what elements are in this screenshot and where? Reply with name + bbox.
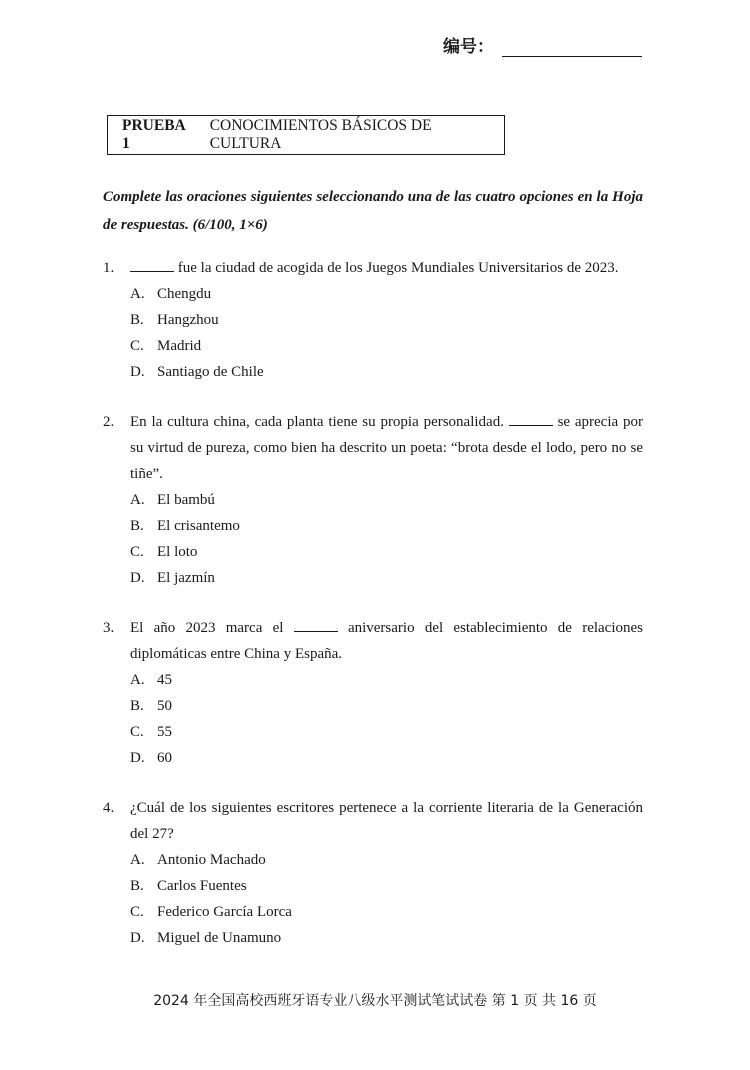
option-c: C. Madrid	[130, 338, 202, 354]
serial-blank-line	[502, 42, 642, 57]
option-a: A. Chengdu	[130, 286, 212, 302]
section-heading	[107, 115, 505, 155]
question-2	[103, 409, 643, 591]
section-number: PRUEBA 1	[122, 117, 185, 152]
question-text: fue la ciudad de acogida de los Juegos Mundiales Universitarios de 2023.	[130, 255, 643, 281]
option-b: B. El crisantemo	[130, 518, 240, 534]
option-c: C. El loto	[130, 544, 198, 560]
option-d: D. 60	[130, 750, 172, 766]
option-d: D. El jazmín	[130, 570, 215, 586]
answer-blank	[294, 617, 338, 632]
option-c: C. Federico García Lorca	[130, 904, 292, 920]
option-c: C. 55	[130, 724, 172, 740]
question-4	[103, 795, 643, 951]
page-footer: 2024 年全国高校西班牙语专业八级水平测试笔试试卷 第 1 页 共 16 页	[153, 993, 597, 1009]
question-number: 1.	[103, 260, 115, 276]
answer-blank	[130, 257, 174, 272]
option-a: A. Antonio Machado	[130, 852, 266, 868]
question-number: 3.	[103, 620, 115, 636]
answer-blank	[509, 411, 553, 426]
option-list	[130, 487, 643, 591]
option-b: B. Hangzhou	[130, 312, 219, 328]
option-b: B. Carlos Fuentes	[130, 878, 247, 894]
option-list	[130, 281, 643, 385]
option-list	[130, 667, 643, 771]
option-d: D. Miguel de Unamuno	[130, 930, 282, 946]
question-text: En la cultura china, cada planta tiene su propia personalidad. se aprecia por su virtud de pureza, como bien ha descrito un poeta: “brota desde el lodo, pero no se tiñe”.	[130, 409, 643, 487]
question-3	[103, 615, 643, 771]
question-number: 2.	[103, 414, 115, 430]
question-text: El año 2023 marca el aniversario del establecimiento de relaciones diplomáticas entre China y España.	[130, 615, 643, 667]
option-a: A. El bambú	[130, 492, 215, 508]
section-title: CONOCIMIENTOS BÁSICOS DE CULTURA	[209, 117, 432, 152]
question-1	[103, 255, 643, 385]
option-d: D. Santiago de Chile	[130, 364, 264, 380]
option-list	[130, 847, 643, 951]
serial-number-field	[443, 32, 642, 57]
question-text: ¿Cuál de los siguientes escritores pertenece a la corriente literaria de la Generación del 27?	[130, 800, 643, 842]
option-b: B. 50	[130, 698, 172, 714]
serial-label: 编号：	[443, 37, 494, 57]
question-number: 4.	[103, 800, 115, 816]
option-a: A. 45	[130, 672, 172, 688]
instructions: Complete las oraciones siguientes seleccionando una de las cuatro opciones en la Hoja de respuestas. (6/100, 1×6)	[103, 189, 643, 233]
